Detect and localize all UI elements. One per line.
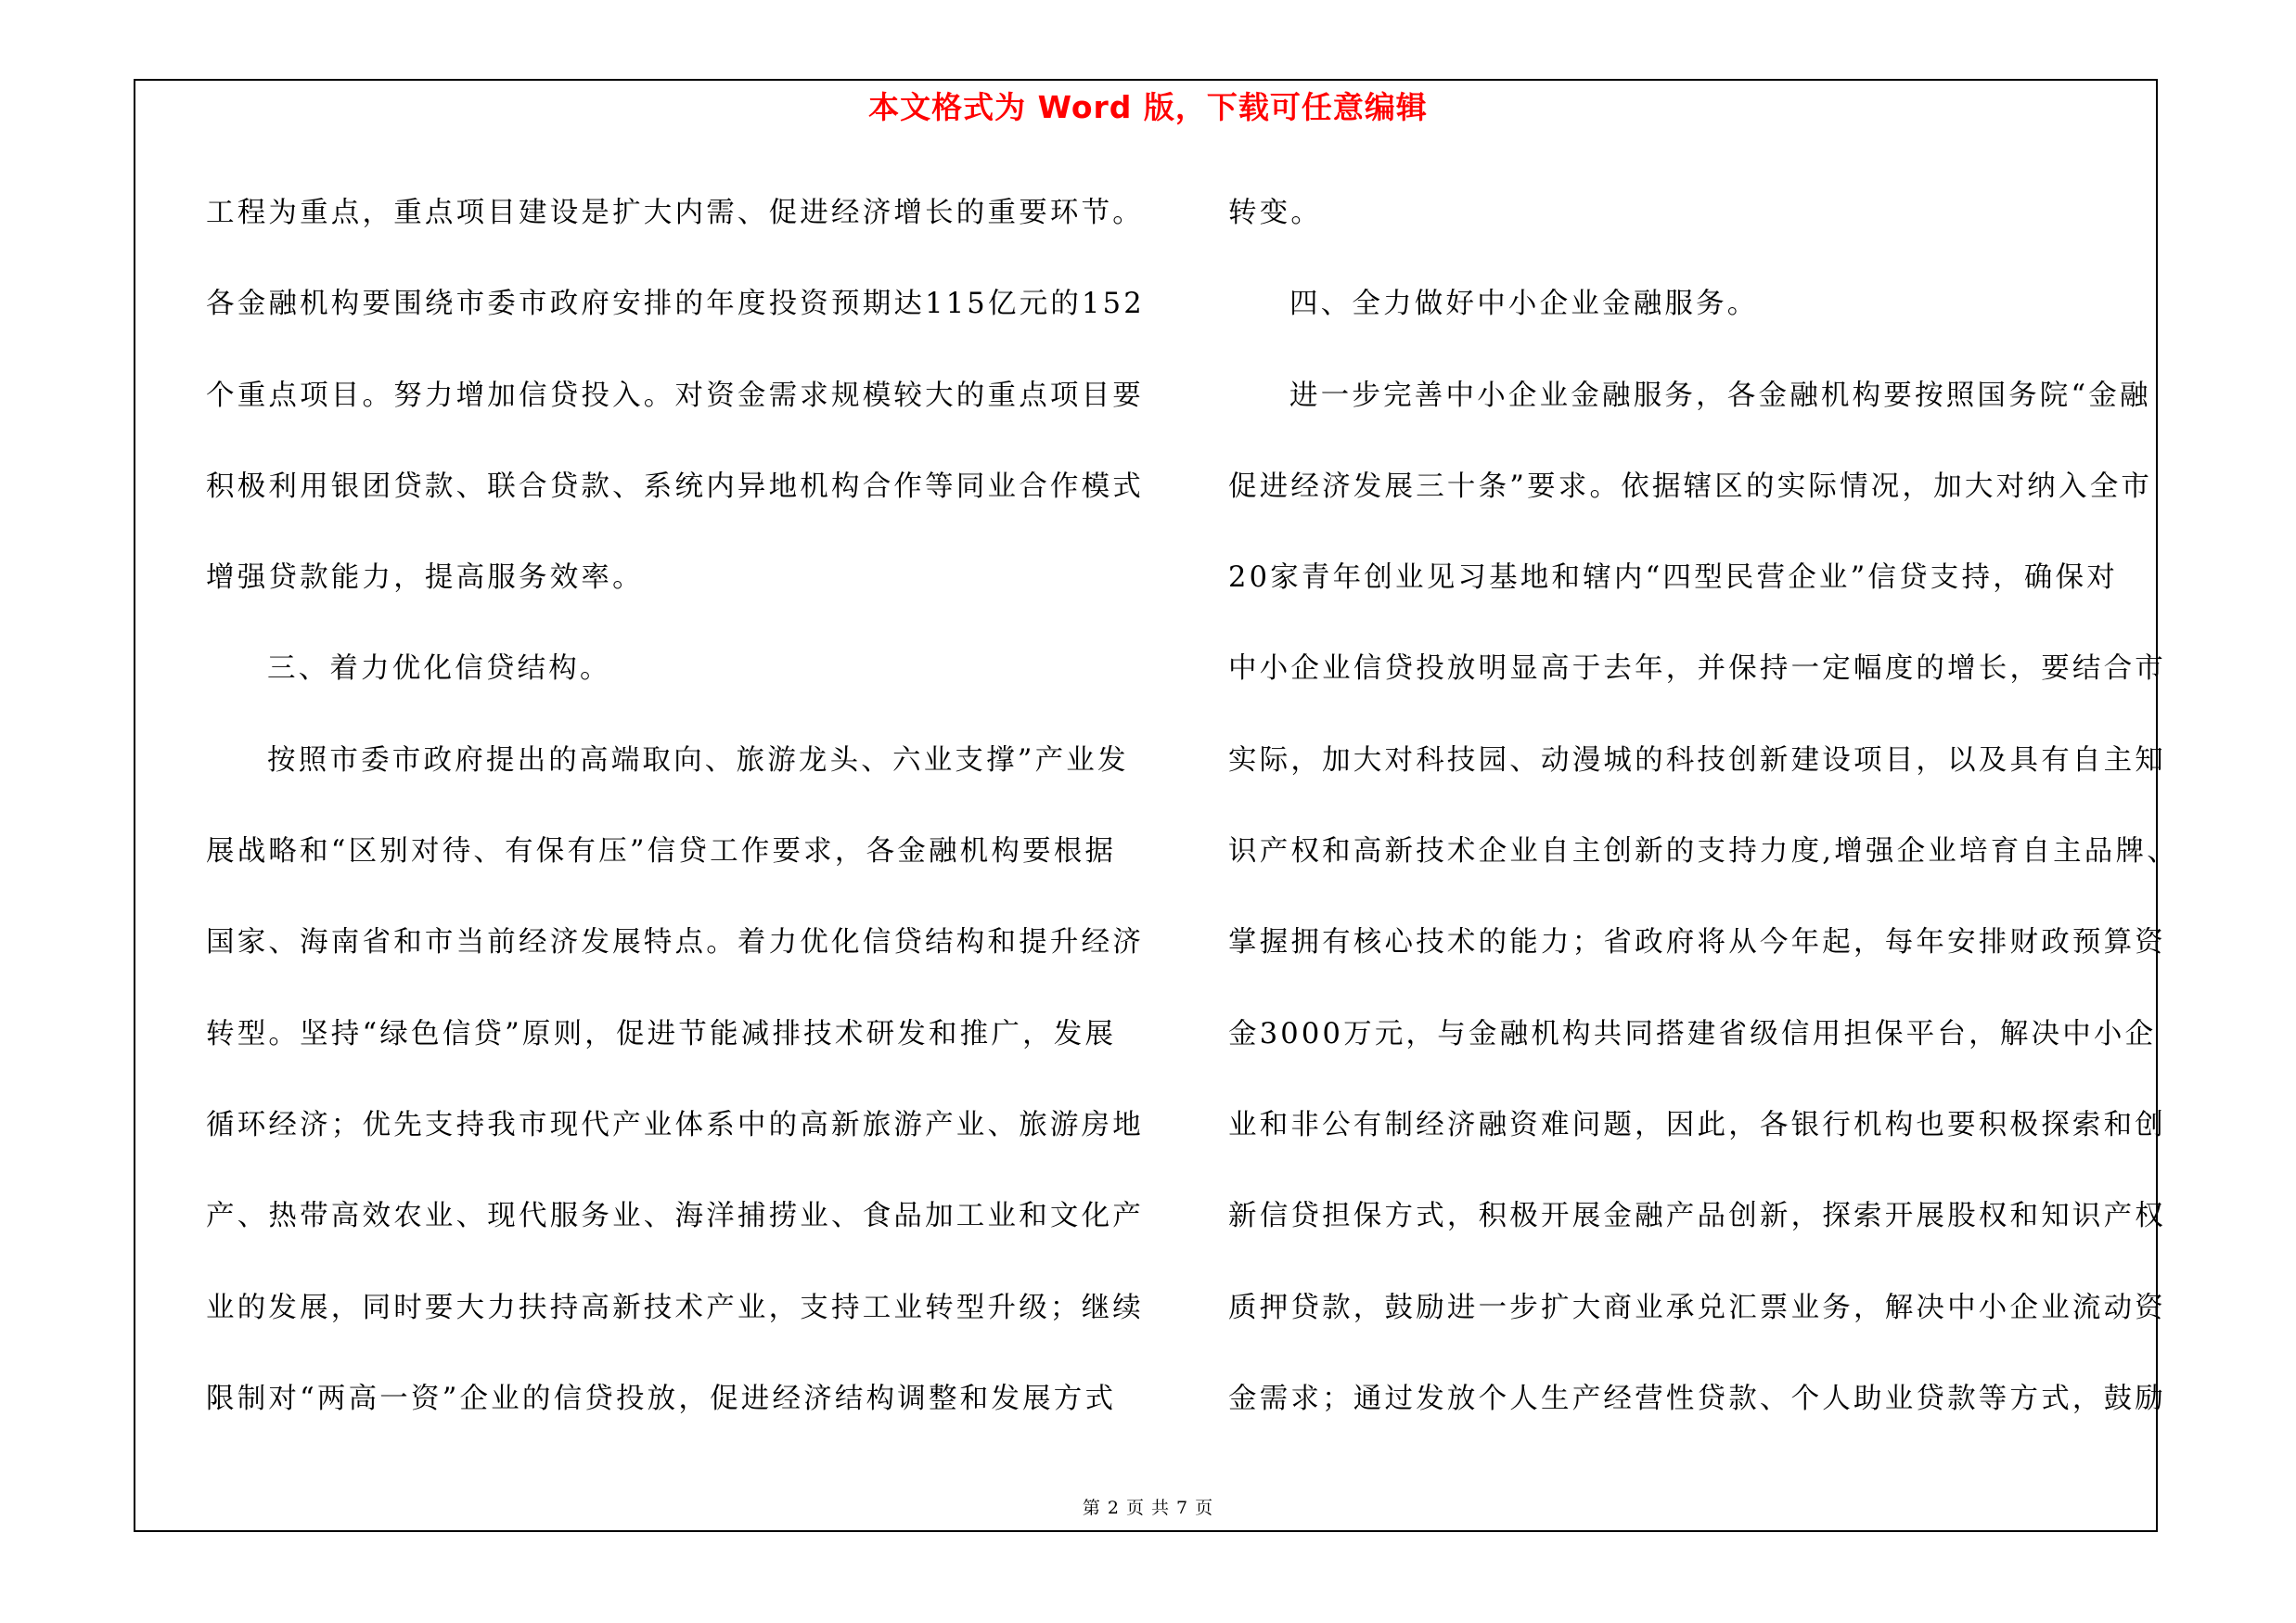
paragraph-line: 循环经济；优先支持我市现代产业体系中的高新旅游产业、旅游房地 <box>206 1108 1144 1141</box>
paragraph-line: 实际，加大对科技园、动漫城的科技创新建设项目，以及具有自主知 <box>1228 743 2166 777</box>
right-text-column <box>1228 186 2178 1462</box>
paragraph-line: 展战略和“区别对待、有保有压”信贷工作要求，各金融机构要根据 <box>206 835 1117 869</box>
paragraph-line: 金需求；通过发放个人生产经营性贷款、个人助业贷款等方式，鼓励 <box>1228 1382 2166 1415</box>
section-heading: 四、全力做好中小企业金融服务。 <box>1289 288 1759 321</box>
paragraph-line: 业的发展，同时要大力扶持高新技术产业，支持工业转型升级；继续 <box>206 1291 1144 1324</box>
paragraph-line: 识产权和高新技术企业自主创新的支持力度,增强企业培育自主品牌、 <box>1228 835 2178 869</box>
paragraph-line: 转型。坚持“绿色信贷”原则，促进节能减排技术研发和推广，发展 <box>206 1017 1117 1050</box>
paragraph-line: 业和非公有制经济融资难问题，因此，各银行机构也要积极探索和创 <box>1228 1108 2166 1141</box>
paragraph-line: 新信贷担保方式，积极开展金融产品创新，探索开展股权和知识产权 <box>1228 1200 2166 1233</box>
paragraph-line: 限制对“两高一资”企业的信贷投放，促进经济结构调整和发展方式 <box>206 1382 1117 1415</box>
paragraph-line: 按照市委市政府提出的高端取向、旅游龙头、六业支撑”产业发 <box>267 743 1129 777</box>
page-number-footer: 第 2 页 共 7 页 <box>1082 1498 1214 1518</box>
word-format-banner: 本文格式为 Word 版，下载可任意编辑 <box>868 89 1428 125</box>
paragraph-line: 掌握拥有核心技术的能力；省政府将从今年起，每年安排财政预算资 <box>1228 926 2166 960</box>
paragraph-line: 转变。 <box>1228 197 1323 229</box>
paragraph-line: 国家、海南省和市当前经济发展特点。着力优化信贷结构和提升经济 <box>206 926 1144 960</box>
paragraph-line: 20家青年创业见习基地和辖内“四型民营企业”信贷支持，确保对 <box>1228 561 2118 595</box>
paragraph-line: 金3000万元，与金融机构共同搭建省级信用担保平台，解决中小企 <box>1228 1017 2157 1050</box>
paragraph-line: 各金融机构要围绕市委市政府安排的年度投资预期达115亿元的152 <box>206 288 1145 321</box>
paragraph-line: 进一步完善中小企业金融服务，各金融机构要按照国务院“金融 <box>1289 379 2151 412</box>
paragraph-line: 促进经济发展三十条”要求。依据辖区的实际情况，加大对纳入全市 <box>1228 470 2153 503</box>
paragraph-line: 积极利用银团贷款、联合贷款、系统内异地机构合作等同业合作模式 <box>206 470 1144 503</box>
paragraph-line: 增强贷款能力，提高服务效率。 <box>206 561 644 595</box>
paragraph-line: 个重点项目。努力增加信贷投入。对资金需求规模较大的重点项目要 <box>206 379 1144 412</box>
paragraph-line: 产、热带高效农业、现代服务业、海洋捕捞业、食品加工业和文化产 <box>206 1200 1144 1233</box>
paragraph-line: 工程为重点，重点项目建设是扩大内需、促进经济增长的重要环节。 <box>206 197 1144 229</box>
left-text-column <box>206 186 1145 1462</box>
paragraph-line: 质押贷款，鼓励进一步扩大商业承兑汇票业务，解决中小企业流动资 <box>1228 1291 2166 1324</box>
paragraph-line: 中小企业信贷投放明显高于去年，并保持一定幅度的增长，要结合市 <box>1228 652 2166 686</box>
section-heading: 三、着力优化信贷结构。 <box>267 652 611 686</box>
